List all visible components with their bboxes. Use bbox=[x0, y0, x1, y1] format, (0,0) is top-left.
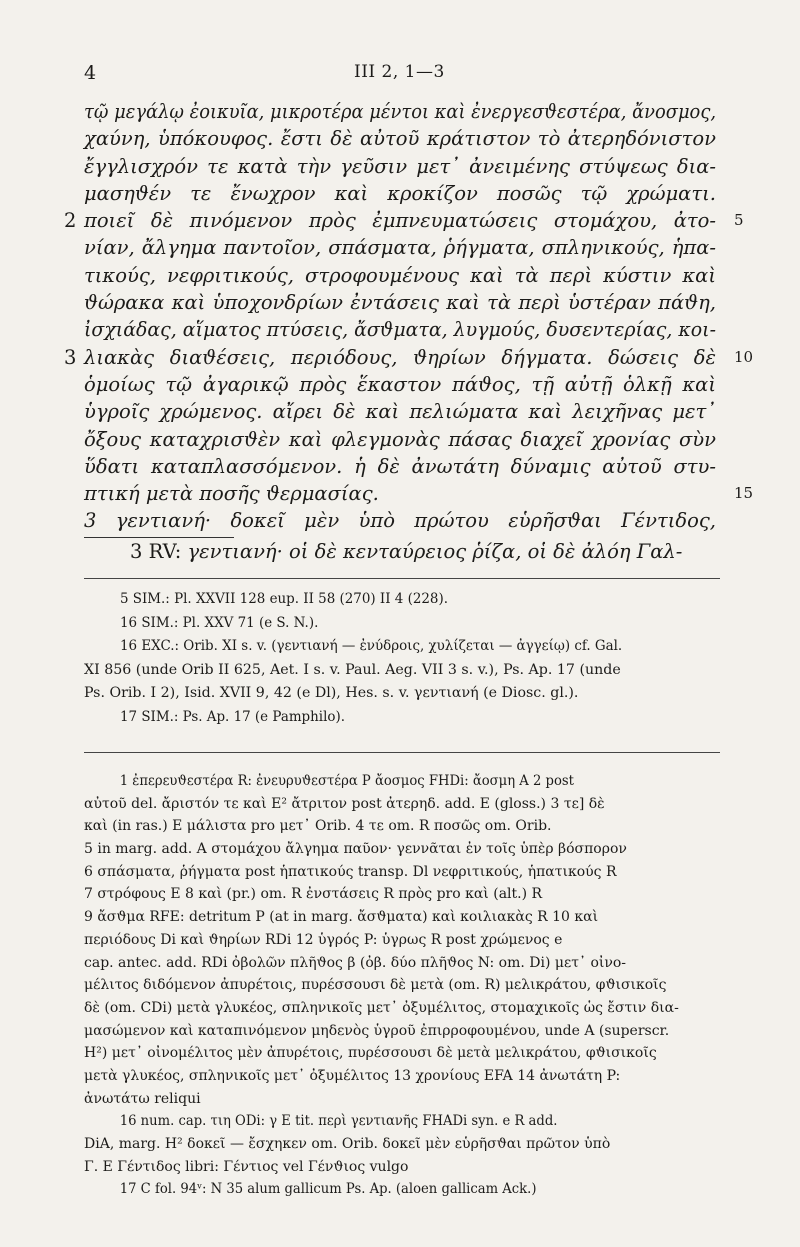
source-line: 17 SIM.: Ps. Ap. 17 (e Pamphilo). bbox=[119, 708, 345, 725]
line-text: ὄξους καταχρισϑὲν καὶ φλεγμονὰς πάσας διαχεῖ χρονίας σὺν bbox=[84, 427, 716, 451]
apparatus-line: DiA, marg. H² δοκεῖ — ἔσχηκεν om. Orib. δοκεῖ μὲν εὑρῆσϑαι πρῶτον ὑπὸ bbox=[84, 1136, 611, 1152]
text-line bbox=[84, 98, 716, 125]
apparatus-line: αὐτοῦ del. ἄριστόν τε καὶ E² ἄτριτον post ἀτερηδ. add. E (gloss.) 3 τε] δὲ bbox=[84, 795, 605, 812]
text-line bbox=[84, 371, 716, 398]
line-text: τῷ μεγάλῳ ἐοικυῖα, μικροτέρα μέντοι καὶ ἐνεργεσϑεστέρα, ἄνοσμος, bbox=[84, 100, 716, 123]
apparatus-line: 16 num. cap. τιη ODi: γ E tit. περὶ γεντιανῆς FHADi syn. e R add. bbox=[119, 1113, 558, 1130]
apparatus-line: μέλιτος διδόμενον ἀπυρέτοις, πυρέσσουσι δὲ μετὰ (om. R) μελικράτου, φϑισικοῖς bbox=[84, 977, 667, 994]
separator-sources bbox=[84, 578, 720, 579]
apparatus-line: 9 ἄσϑμα RFE: detritum P (at in marg. ἄσϑματα) καὶ κοιλιακὰς R 10 καὶ bbox=[84, 909, 599, 926]
apparatus-line: 5 in marg. add. A στομάχου ἄλγημα παῦον· γεννᾶται ἐν τοῖς ὑπὲρ βόσπορον bbox=[84, 841, 627, 858]
line-number: 15 bbox=[734, 484, 754, 503]
page-header bbox=[84, 62, 734, 88]
running-reference: III 2, 1—3 bbox=[354, 62, 445, 82]
text-line bbox=[64, 207, 744, 234]
chapter-number: 2 bbox=[64, 209, 77, 233]
source-line: 16 SIM.: Pl. XXV 71 (e S. N.). bbox=[119, 614, 319, 631]
source-line: 16 EXC.: Orib. XI s. v. (γεντιανή — ἐνύδροις, χυλίζεται — ἀγγείῳ) cf. Gal. bbox=[119, 638, 623, 654]
line-number: 5 bbox=[734, 211, 744, 230]
text-line bbox=[84, 453, 716, 480]
text-line bbox=[84, 507, 716, 534]
text-line bbox=[84, 125, 716, 152]
apparatus-line: cap. antec. add. RDi ὀβολῶν πλῆϑος β (ὀβ. δύο πλῆϑος N: om. Di) μετ᾽ οἰνο- bbox=[84, 954, 627, 971]
apparatus-line: μετὰ γλυκέος, σπληνικοῖς μετ᾽ ὀξυμέλιτος 13 χρονίους EFA 14 ἀνωτάτη P: bbox=[84, 1067, 621, 1084]
source-line: 5 SIM.: Pl. XXVII 128 eup. II 58 (270) II 4 (228). bbox=[119, 591, 448, 607]
main-text bbox=[64, 98, 754, 535]
apparatus-line: 17 C fol. 94ᵛ: N 35 alum gallicum Ps. Ap. (aloen gallicam Ack.) bbox=[119, 1181, 537, 1198]
text-line bbox=[84, 398, 716, 425]
line-text: ὕδατι καταπλασσόμενον. ἡ δὲ ἀνωτάτη δύναμις αὐτοῦ στυ- bbox=[84, 454, 716, 478]
source-line: XI 856 (unde Orib II 625, Aet. I s. v. Paul. Aeg. VII 3 s. v.), Ps. Ap. 17 (unde bbox=[84, 661, 621, 678]
line-text: πτική μετὰ ποσῆς ϑερμασίας. bbox=[84, 482, 379, 506]
apparatus-line: ἀνωτάτω reliqui bbox=[84, 1090, 201, 1107]
text-line bbox=[84, 426, 716, 453]
text-line bbox=[84, 480, 754, 507]
rv-label: 3 RV: bbox=[130, 540, 182, 563]
sources-block bbox=[84, 588, 720, 729]
line-text: ἔγγλισχρόν τε κατὰ τὴν γεῦσιν μετ᾽ ἀνειμένης στύψεως δια- bbox=[84, 154, 716, 178]
apparatus-line: 6 σπάσματα, ῥήγματα post ἡπατικούς transp. Dl νεφριτικούς, ἡπατικούς R bbox=[84, 863, 617, 880]
page-number: 4 bbox=[84, 62, 97, 84]
line-text: τικούς, νεφριτικούς, στροφουμένους καὶ τὰ περὶ κύστιν καὶ bbox=[84, 263, 716, 287]
apparatus-line: περιόδους Di καὶ ϑηρίων RDi 12 ὑγρός P: ὑγρως R post χρώμενος e bbox=[84, 931, 563, 948]
separator-apparatus bbox=[84, 752, 720, 753]
line-text: ποιεῖ δὲ πινόμενον πρὸς ἐμπνευματώσεις στομάχου, ἀτο- bbox=[84, 209, 716, 233]
apparatus-line: καὶ (in ras.) E μάλιστα pro μετ᾽ Orib. 4 τε om. R ποσῶς om. Orib. bbox=[84, 818, 552, 835]
chapter-number: 3 bbox=[64, 345, 77, 369]
apparatus-line: H²) μετ᾽ οἰνομέλιτος μὲν ἀπυρέτοις, πυρέσσουσι δὲ μετὰ μελικράτου, φϑισικοῖς bbox=[84, 1045, 657, 1062]
line-text: νίαν, ἄλγημα παντοῖον, σπάσματα, ῥήγματα, σπληνικούς, ἡπα- bbox=[84, 236, 716, 260]
rv-text: γεντιανή· οἱ δὲ κενταύρειος ῥίζα, οἱ δὲ ἀλόη Γαλ- bbox=[187, 540, 683, 563]
text-line bbox=[84, 180, 716, 207]
line-text: ϑώρακα καὶ ὑποχονδρίων ἐντάσεις καὶ τὰ περὶ ὑστέραν πάϑη, bbox=[84, 291, 716, 315]
text-line bbox=[84, 289, 716, 316]
line-text: λιακὰς διαϑέσεις, περιόδους, ϑηρίων δήγματα. δώσεις δὲ bbox=[84, 345, 716, 369]
line-text: ὑγροῖς χρώμενος. αἴρει δὲ καὶ πελιώματα καὶ λειχῆνας μετ᾽ bbox=[84, 400, 716, 424]
source-line: Ps. Orib. I 2), Isid. XVII 9, 42 (e Dl), Hes. s. v. γεντιανή (e Diosc. gl.). bbox=[84, 685, 579, 701]
line-text: ἰσχιάδας, αἵματος πτύσεις, ἄσϑματα, λυγμούς, δυσεντερίας, κοι- bbox=[84, 318, 716, 342]
rv-line bbox=[130, 540, 682, 563]
separator-short bbox=[84, 537, 234, 538]
apparatus-block bbox=[84, 770, 724, 1201]
line-text: 3 γεντιανή· δοκεῖ μὲν ὑπὸ πρώτου εὑρῆσϑαι Γέντιδος, bbox=[84, 509, 716, 533]
text-line bbox=[84, 316, 716, 343]
apparatus-line: 7 στρόφους E 8 καὶ (pr.) om. R ἐνστάσεις R πρὸς pro καὶ (alt.) R bbox=[84, 886, 543, 903]
text-line bbox=[84, 153, 716, 180]
apparatus-line: μασώμενον καὶ καταπινόμενον μηδενὸς ὑγροῦ ἐπιρροφουμένου, unde A (superscr. bbox=[84, 1022, 670, 1039]
line-text: ὁμοίως τῷ ἀγαρικῷ πρὸς ἕκαστον πάϑος, τῇ αὐτῇ ὁλκῇ καὶ bbox=[84, 372, 716, 396]
line-text: χαύνη, ὑπόκουφος. ἔστι δὲ αὐτοῦ κράτιστον τὸ ἀτερηδόνιστον bbox=[84, 127, 716, 151]
apparatus-line: Γ. E Γέντιδος libri: Γέντιος vel Γένϑιος vulgo bbox=[84, 1158, 409, 1175]
text-line bbox=[84, 234, 716, 261]
apparatus-line: δὲ (om. CDi) μετὰ γλυκέος, σπληνικοῖς μετ᾽ ὀξυμέλιτος, στομαχικοῖς ὡς ἔστιν δια- bbox=[84, 999, 679, 1016]
text-line bbox=[84, 262, 716, 289]
apparatus-line: 1 ἐπερευϑεστέρα R: ἐνευρυϑεστέρα P ἄοσμος FHDi: ἄοσμη A 2 post bbox=[119, 773, 574, 789]
line-number: 10 bbox=[734, 347, 754, 366]
line-text: μασηϑέν τε ἔνωχρον καὶ κροκίζον ποσῶς τῷ χρώματι. bbox=[84, 181, 716, 205]
text-line bbox=[64, 344, 754, 371]
